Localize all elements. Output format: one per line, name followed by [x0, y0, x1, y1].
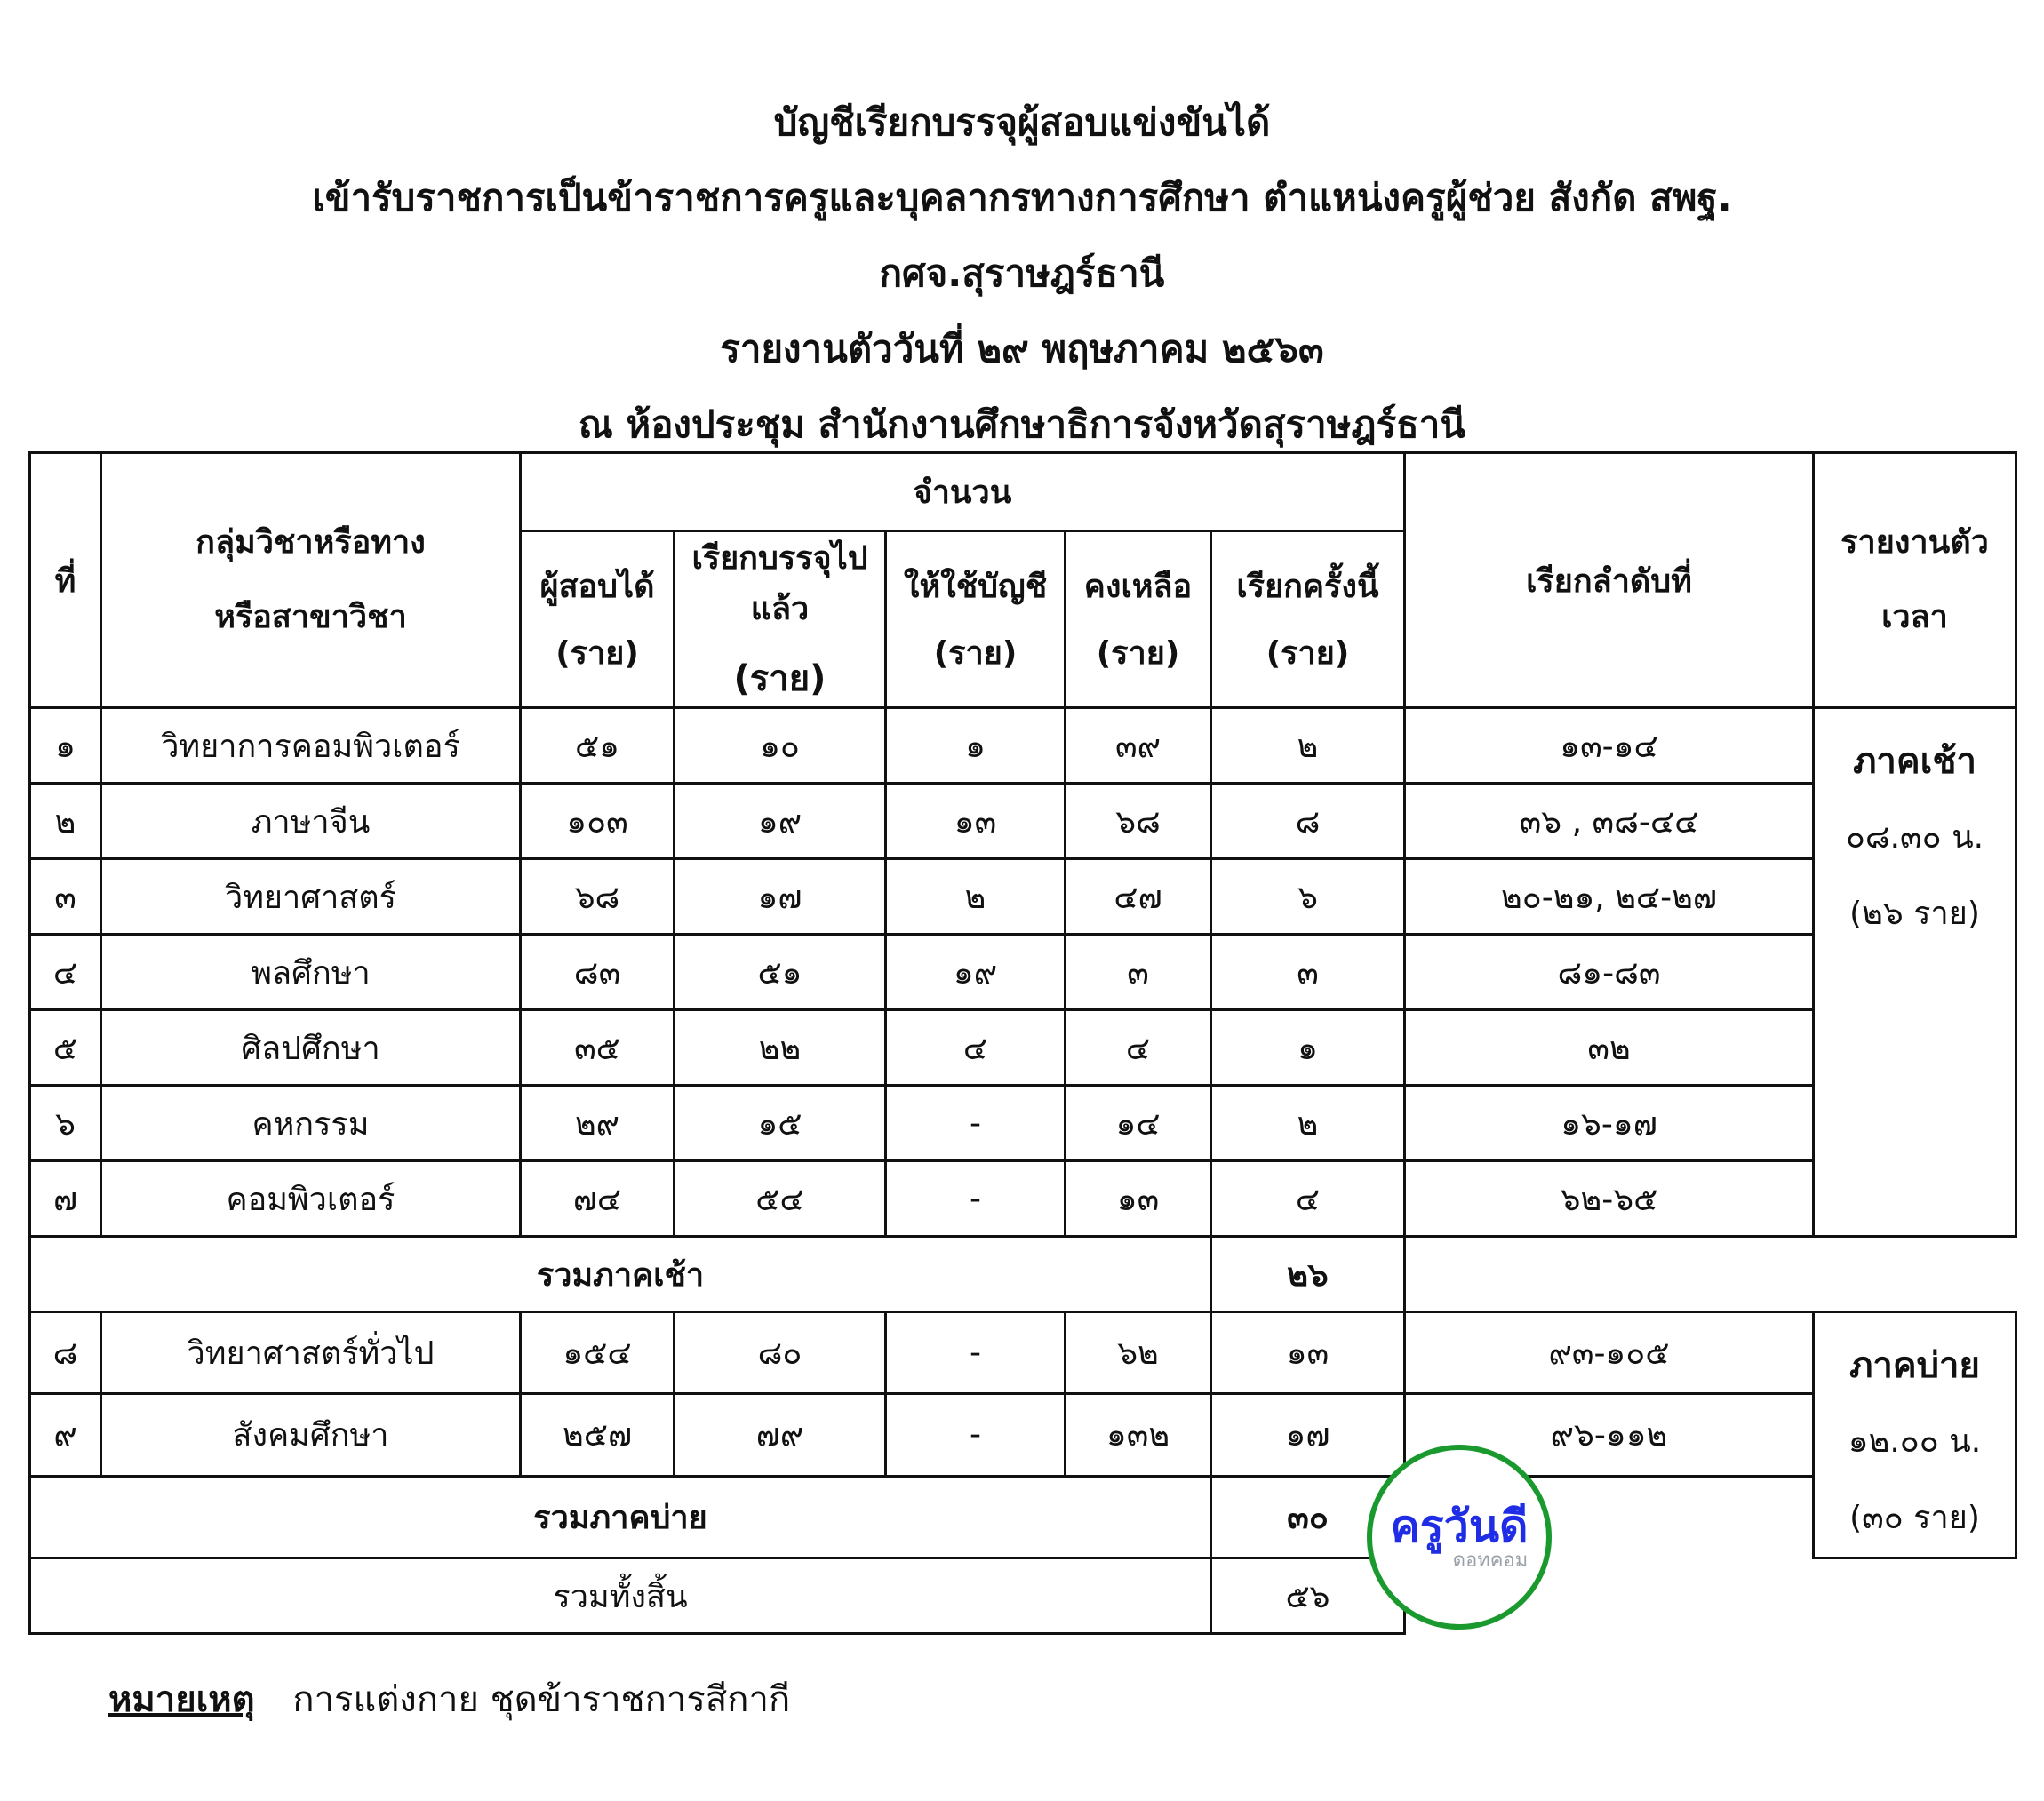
row-passed: ๑๕๔ — [521, 1312, 675, 1394]
row-passed: ๓๕ — [521, 1010, 675, 1086]
table-row — [30, 1394, 2016, 1476]
row-subject: คหกรรม — [101, 1086, 521, 1161]
row-no: ๙ — [30, 1394, 101, 1476]
row-passed: ๘๓ — [521, 935, 675, 1010]
row-no: ๖ — [30, 1086, 101, 1161]
row-called: ๖ — [1211, 859, 1405, 935]
header-subject-line2: หรือสาขาวิชา — [214, 599, 407, 635]
kruwandee-stamp — [1367, 1445, 1552, 1630]
row-remaining: ๖๒ — [1066, 1312, 1211, 1394]
row-remaining: ๑๓๒ — [1066, 1394, 1211, 1476]
afternoon-session-count: (๓๐ ราย) — [1849, 1500, 1980, 1536]
row-used: ๑๓ — [886, 784, 1066, 859]
row-used: - — [886, 1394, 1066, 1476]
row-remaining: ๔ — [1066, 1010, 1211, 1086]
stamp-line2: ดอทคอม — [1452, 1550, 1529, 1572]
morning-total-label: รวมภาคเช้า — [30, 1237, 1211, 1312]
row-called: ๑๗ — [1211, 1394, 1405, 1476]
row-placed: ๑๗ — [675, 859, 886, 935]
header-passed — [521, 531, 675, 708]
header-report-line2: เวลา — [1881, 599, 1948, 635]
row-used: - — [886, 1161, 1066, 1237]
stamp-line1: ครูวันดี — [1390, 1501, 1529, 1552]
row-order: ๒๐-๒๑, ๒๔-๒๗ — [1405, 859, 1814, 935]
morning-session-time: ๐๘.๓๐ น. — [1845, 819, 1984, 856]
row-subject: วิทยาศาสตร์ทั่วไป — [101, 1312, 521, 1394]
row-order: ๓๖ , ๓๘-๔๔ — [1405, 784, 1814, 859]
row-placed: ๕๑ — [675, 935, 886, 1010]
afternoon-total-value: ๓๐ — [1211, 1476, 1405, 1558]
blank-cell — [1405, 1237, 2016, 1312]
row-passed: ๗๔ — [521, 1161, 675, 1237]
header-unit: (ราย) — [733, 658, 826, 699]
grand-total-label: รวมทั้งสิ้น — [30, 1558, 1211, 1634]
row-passed: ๑๐๓ — [521, 784, 675, 859]
row-no: ๓ — [30, 859, 101, 935]
header-called-label: เรียกครั้งนี้ — [1236, 569, 1379, 605]
title-line-3: กศจ.สุราษฎร์ธานี — [879, 251, 1165, 295]
row-placed: ๕๔ — [675, 1161, 886, 1237]
header-called — [1211, 531, 1405, 708]
row-order: ๙๖-๑๑๒ — [1405, 1394, 1814, 1476]
row-used: ๔ — [886, 1010, 1066, 1086]
header-remaining — [1066, 531, 1211, 708]
row-subject: ภาษาจีน — [101, 784, 521, 859]
row-used: - — [886, 1086, 1066, 1161]
title-line-2: เข้ารับราชการเป็นข้าราชการครูและบุคลากรทางการศึกษา ตำแหน่งครูผู้ช่วย สังกัด สพฐ. — [312, 176, 1732, 219]
header-subject-line1: กลุ่มวิชาหรือทาง — [196, 524, 426, 561]
row-no: ๔ — [30, 935, 101, 1010]
row-subject: ศิลปศึกษา — [101, 1010, 521, 1086]
row-placed: ๑๙ — [675, 784, 886, 859]
row-remaining: ๓๙ — [1066, 708, 1211, 784]
morning-total-row — [30, 1237, 2016, 1312]
row-called: ๔ — [1211, 1161, 1405, 1237]
row-called: ๒ — [1211, 708, 1405, 784]
afternoon-session-label: ภาคบ่าย — [1849, 1345, 1980, 1386]
row-order: ๖๒-๖๕ — [1405, 1161, 1814, 1237]
afternoon-session-time: ๑๒.๐๐ น. — [1848, 1423, 1982, 1460]
header-no: ที่ — [30, 453, 101, 708]
header-report-line1: รายงานตัว — [1840, 524, 1989, 561]
row-subject: วิทยาการคอมพิวเตอร์ — [101, 708, 521, 784]
row-remaining: ๖๘ — [1066, 784, 1211, 859]
afternoon-total-row — [30, 1476, 2016, 1558]
header-used-label: ให้ใช้บัญชี — [903, 569, 1048, 605]
row-order: ๘๑-๘๓ — [1405, 935, 1814, 1010]
row-remaining: ๑๓ — [1066, 1161, 1211, 1237]
table-row — [30, 1161, 2016, 1237]
row-placed: ๑๐ — [675, 708, 886, 784]
afternoon-total-label: รวมภาคบ่าย — [30, 1476, 1211, 1558]
row-used: ๑ — [886, 708, 1066, 784]
table-row — [30, 1086, 2016, 1161]
document-titles — [0, 84, 2044, 462]
row-order: ๙๓-๑๐๕ — [1405, 1312, 1814, 1394]
row-remaining: ๔๗ — [1066, 859, 1211, 935]
table-row — [30, 784, 2016, 859]
row-used: ๑๙ — [886, 935, 1066, 1010]
header-unit: (ราย) — [555, 635, 639, 672]
table-row — [30, 1312, 2016, 1394]
row-used: - — [886, 1312, 1066, 1394]
row-subject: พลศึกษา — [101, 935, 521, 1010]
row-called: ๘ — [1211, 784, 1405, 859]
row-order: ๑๓-๑๔ — [1405, 708, 1814, 784]
header-passed-label: ผู้สอบได้ — [539, 569, 655, 605]
table-row — [30, 859, 2016, 935]
row-subject: คอมพิวเตอร์ — [101, 1161, 521, 1237]
row-subject: วิทยาศาสตร์ — [101, 859, 521, 935]
header-placed — [675, 531, 886, 708]
row-placed: ๒๒ — [675, 1010, 886, 1086]
title-line-4: รายงานตัววันที่ ๒๙ พฤษภาคม ๒๕๖๓ — [720, 327, 1324, 371]
row-called: ๑๓ — [1211, 1312, 1405, 1394]
row-placed: ๘๐ — [675, 1312, 886, 1394]
note — [108, 1670, 790, 1727]
header-order: เรียกลำดับที่ — [1405, 453, 1814, 708]
row-remaining: ๓ — [1066, 935, 1211, 1010]
grand-total-value: ๕๖ — [1211, 1558, 1405, 1634]
header-report — [1814, 453, 2016, 708]
grand-total-row — [30, 1558, 2016, 1634]
note-label: หมายเหตุ — [108, 1679, 255, 1720]
title-line-1: บัญชีเรียกบรรจุผู้สอบแข่งขันได้ — [773, 100, 1271, 144]
row-order: ๓๒ — [1405, 1010, 1814, 1086]
note-text: การแต่งกาย ชุดข้าราชการสีกากี — [292, 1679, 791, 1720]
table-row — [30, 708, 2016, 784]
header-unit: (ราย) — [1266, 635, 1350, 672]
row-passed: ๕๑ — [521, 708, 675, 784]
header-unit: (ราย) — [1096, 635, 1180, 672]
row-passed: ๒๕๗ — [521, 1394, 675, 1476]
table-row — [30, 935, 2016, 1010]
morning-session-label: ภาคเช้า — [1853, 741, 1976, 782]
row-called: ๒ — [1211, 1086, 1405, 1161]
placement-table — [28, 451, 2017, 1635]
row-no: ๑ — [30, 708, 101, 784]
header-used — [886, 531, 1066, 708]
row-placed: ๑๕ — [675, 1086, 886, 1161]
row-passed: ๖๘ — [521, 859, 675, 935]
title-line-5: ณ ห้องประชุม สำนักงานศึกษาธิการจังหวัดสุราษฎร์ธานี — [578, 402, 1466, 446]
row-no: ๒ — [30, 784, 101, 859]
row-placed: ๗๙ — [675, 1394, 886, 1476]
row-order: ๑๖-๑๗ — [1405, 1086, 1814, 1161]
morning-session-cell — [1814, 708, 2016, 1237]
row-passed: ๒๙ — [521, 1086, 675, 1161]
header-amount: จำนวน — [521, 453, 1405, 531]
morning-session-count: (๒๖ ราย) — [1849, 896, 1980, 932]
header-unit: (ราย) — [933, 635, 1018, 672]
row-used: ๒ — [886, 859, 1066, 935]
row-remaining: ๑๔ — [1066, 1086, 1211, 1161]
row-called: ๓ — [1211, 935, 1405, 1010]
row-subject: สังคมศึกษา — [101, 1394, 521, 1476]
row-no: ๗ — [30, 1161, 101, 1237]
header-placed-label: เรียกบรรจุไปแล้ว — [691, 540, 868, 627]
table-row — [30, 1010, 2016, 1086]
morning-total-value: ๒๖ — [1211, 1237, 1405, 1312]
header-subject — [101, 453, 521, 708]
row-no: ๘ — [30, 1312, 101, 1394]
row-no: ๕ — [30, 1010, 101, 1086]
header-remaining-label: คงเหลือ — [1083, 569, 1193, 605]
row-called: ๑ — [1211, 1010, 1405, 1086]
afternoon-session-cell — [1814, 1312, 2016, 1558]
